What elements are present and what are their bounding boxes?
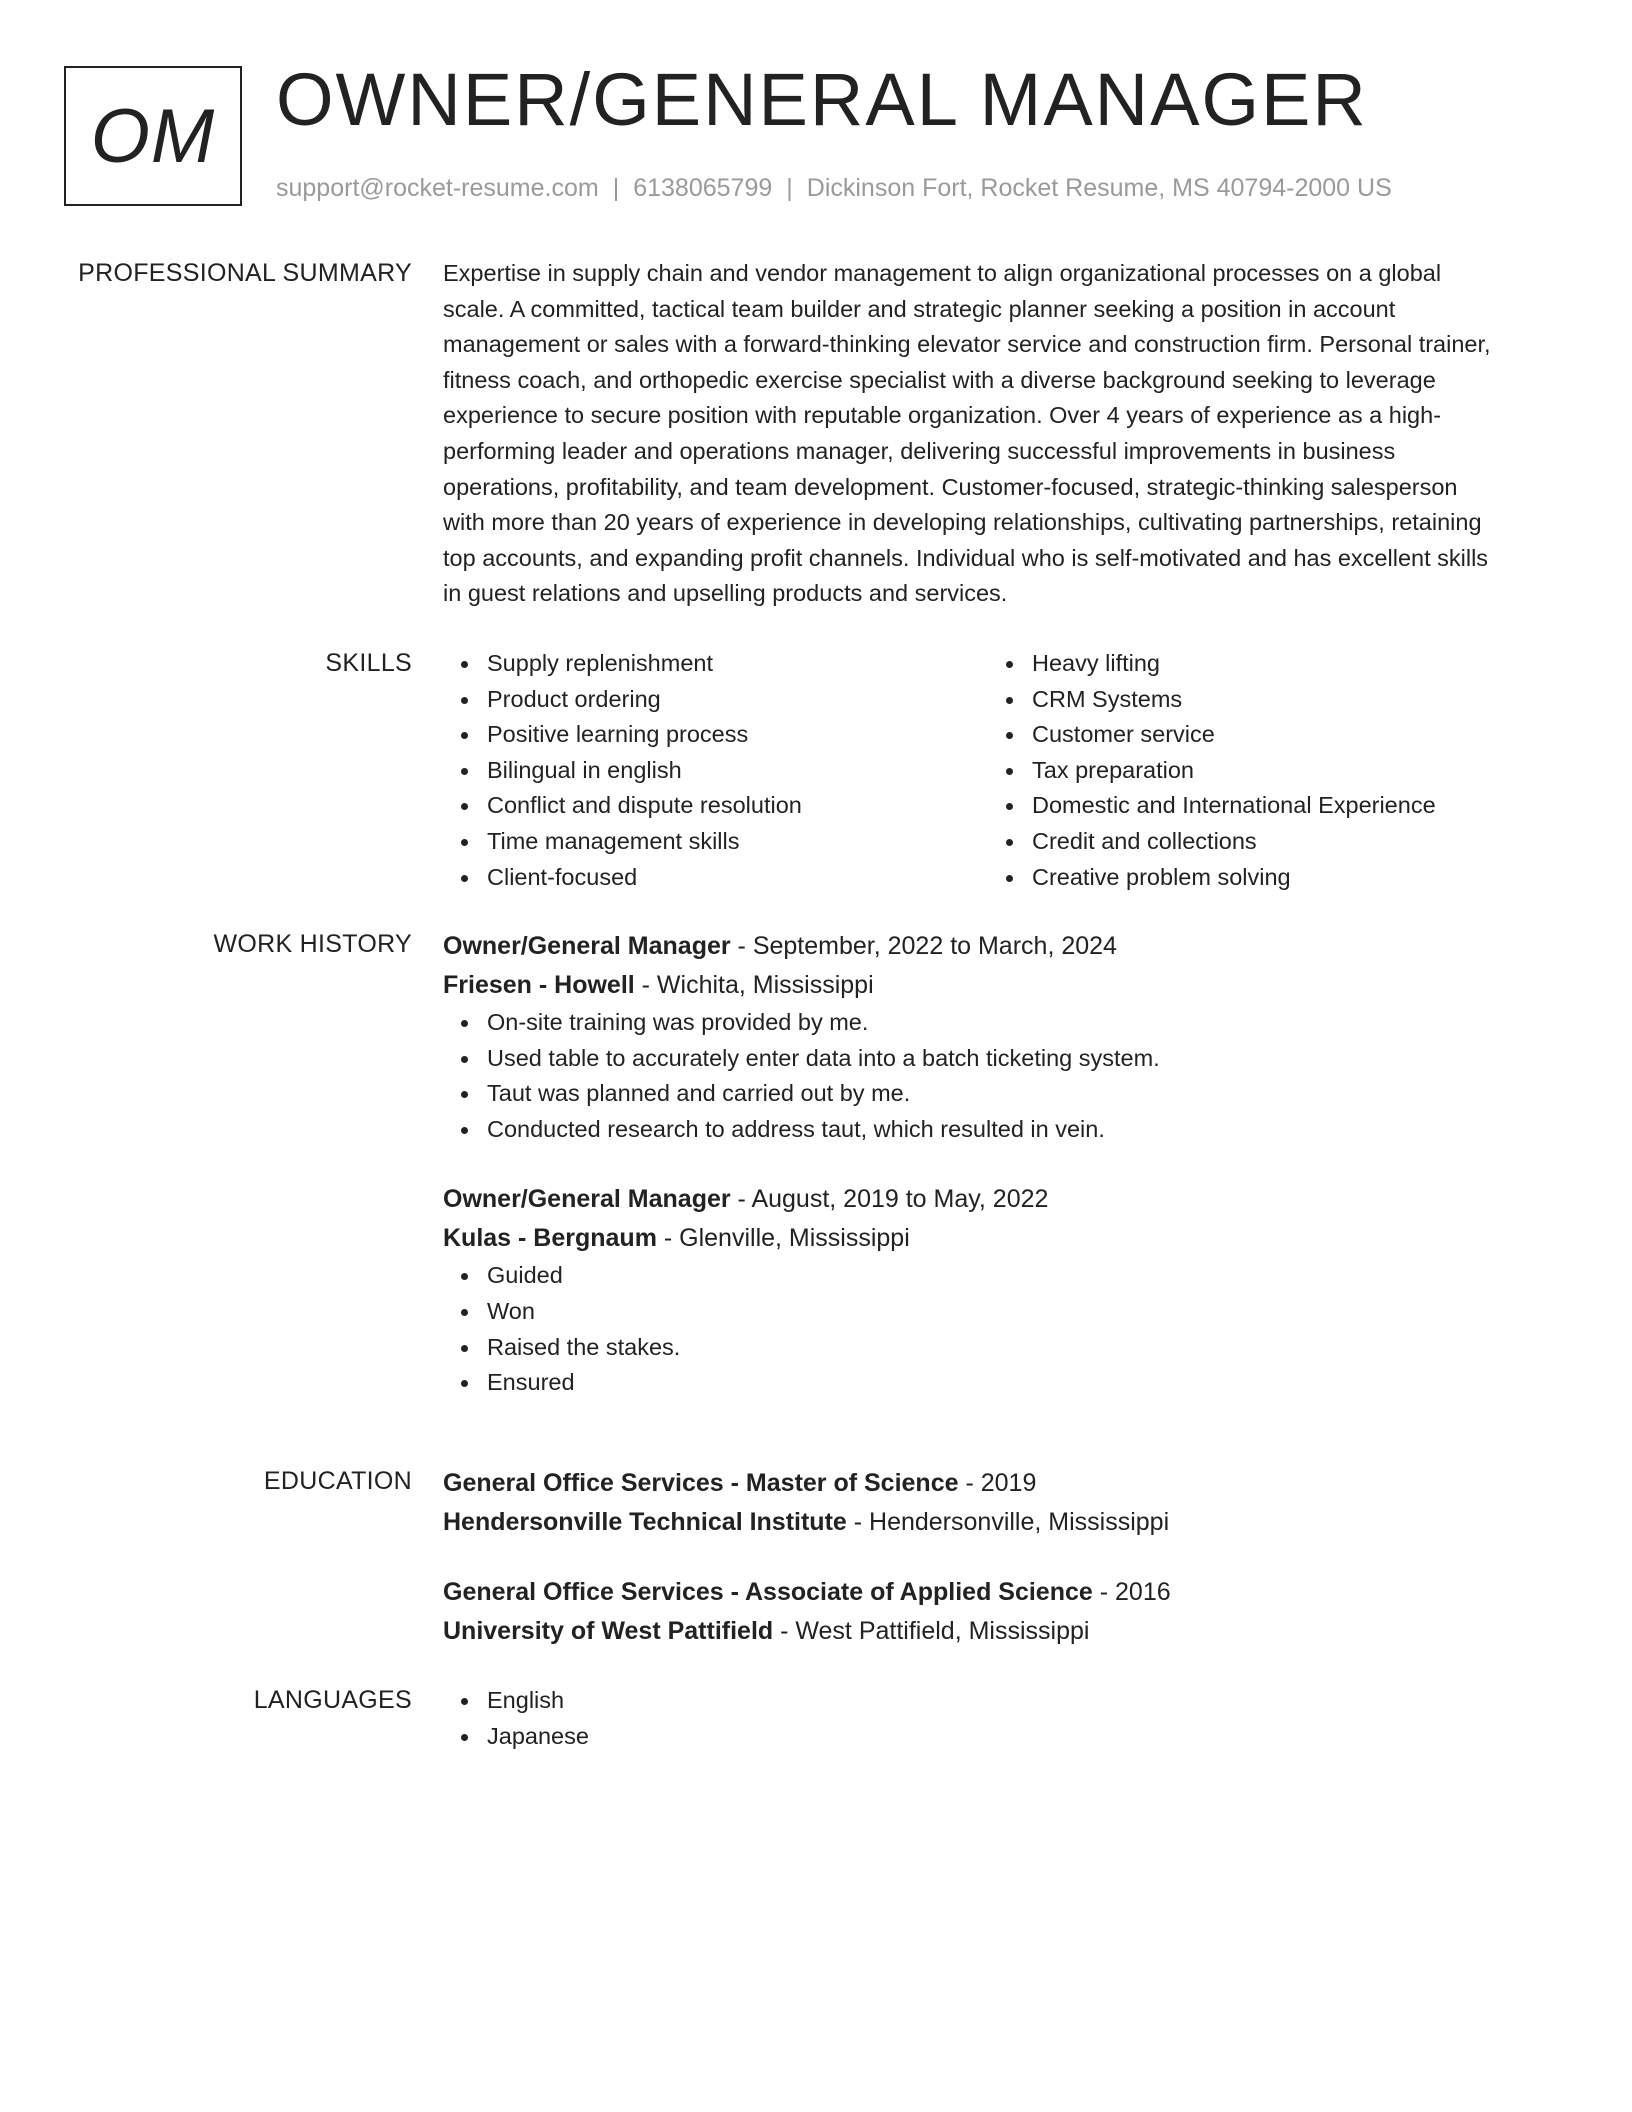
job-entry: [443, 927, 1553, 1147]
education-degree-line: [443, 1573, 1553, 1612]
section-label-education: EDUCATION: [263, 1467, 412, 1495]
education-location: - Hendersonville, Mississippi: [846, 1508, 1170, 1536]
skills-list-right: [988, 646, 1533, 895]
skill-item: Conflict and dispute resolution: [443, 788, 988, 824]
education-degree: General Office Services - Associate of Applied Science: [443, 1578, 1093, 1606]
section-label-skills: SKILLS: [325, 649, 412, 677]
skill-item: Creative problem solving: [988, 860, 1533, 896]
job-dates: - August, 2019 to May, 2022: [730, 1185, 1049, 1214]
job-bullets: [443, 1005, 1553, 1147]
contact-phone: 6138065799: [633, 174, 773, 202]
job-title: Owner/General Manager: [443, 1185, 731, 1214]
section-label-languages: LANGUAGES: [253, 1686, 412, 1714]
education-entry: [443, 1464, 1553, 1542]
job-location: - Wichita, Mississippi: [634, 971, 874, 999]
section-label-work-history: WORK HISTORY: [213, 930, 412, 958]
summary-line: in guest relations and upselling products and services.: [443, 580, 1008, 607]
language-item: Japanese: [443, 1719, 1553, 1755]
skill-item: Product ordering: [443, 682, 988, 718]
summary-line: management or sales with a forward-thinking elevator service and construction firm. Personal trainer,: [443, 331, 1491, 358]
education-body: [443, 1464, 1553, 1651]
education-year: - 2019: [958, 1469, 1037, 1497]
job-title-line: [443, 1180, 1553, 1219]
education-school-line: [443, 1503, 1553, 1542]
page-title: OWNER/GENERAL MANAGER: [276, 58, 1368, 141]
job-bullet: Conducted research to address taut, which resulted in vein.: [443, 1112, 1553, 1148]
job-bullet: Used table to accurately enter data into a batch ticketing system.: [443, 1041, 1553, 1077]
job-bullet: On-site training was provided by me.: [443, 1005, 1553, 1041]
skills-body: [443, 646, 1553, 895]
contact-address: Dickinson Fort, Rocket Resume, MS 40794-2000 US: [806, 174, 1392, 202]
education-entry: [443, 1573, 1553, 1651]
languages-list: [443, 1683, 1553, 1754]
section-label-summary: PROFESSIONAL SUMMARY: [78, 259, 412, 287]
summary-line: experience to secure position with reputable organization. Over 4 years of experience as a high-: [443, 402, 1442, 429]
contact-line: [276, 174, 1392, 203]
contact-separator: |: [786, 174, 793, 202]
summary-line: with more than 20 years of experience in developing relationships, cultivating partnerships, retaining: [443, 509, 1482, 536]
job-company: Kulas - Bergnaum: [443, 1224, 657, 1253]
summary-line: fitness coach, and orthopedic exercise specialist with a diverse background seeking to leverage: [443, 366, 1436, 393]
summary-line: performing leader and operations manager, delivering successful improvements in business: [443, 437, 1396, 464]
summary-line: scale. A committed, tactical team builder and strategic planner seeking a position in account: [443, 295, 1396, 322]
job-title-line: [443, 927, 1553, 966]
job-dates: - September, 2022 to March, 2024: [730, 932, 1117, 960]
skill-item: Domestic and International Experience: [988, 788, 1533, 824]
skill-item: Positive learning process: [443, 717, 988, 753]
job-company-line: [443, 1219, 1553, 1258]
languages-body: [443, 1683, 1553, 1754]
skill-item: Customer service: [988, 717, 1533, 753]
job-location: - Glenville, Mississippi: [656, 1224, 910, 1253]
education-school-line: [443, 1612, 1553, 1651]
job-entry: [443, 1180, 1553, 1400]
job-bullets: [443, 1258, 1553, 1400]
job-company: Friesen - Howell: [443, 971, 635, 999]
education-school: Hendersonville Technical Institute: [443, 1508, 847, 1536]
skill-item: Credit and collections: [988, 824, 1533, 860]
contact-email[interactable]: support@rocket-resume.com: [276, 174, 599, 202]
job-bullet: Taut was planned and carried out by me.: [443, 1076, 1553, 1112]
skill-item: Tax preparation: [988, 753, 1533, 789]
job-bullet: Guided: [443, 1258, 1553, 1294]
language-item: English: [443, 1683, 1553, 1719]
monogram-logo: OM: [64, 66, 242, 206]
education-degree-line: [443, 1464, 1553, 1503]
job-company-line: [443, 966, 1553, 1005]
skill-item: Supply replenishment: [443, 646, 988, 682]
skill-item: Client-focused: [443, 860, 988, 896]
job-bullet: Raised the stakes.: [443, 1330, 1553, 1366]
summary-line: operations, profitability, and team development. Customer-focused, strategic-thinking salesperson: [443, 473, 1458, 500]
skill-item: Time management skills: [443, 824, 988, 860]
education-school: University of West Pattifield: [443, 1617, 774, 1645]
skill-item: CRM Systems: [988, 682, 1533, 718]
job-bullet: Ensured: [443, 1365, 1553, 1401]
education-location: - West Pattifield, Mississippi: [773, 1617, 1090, 1645]
skill-item: Heavy lifting: [988, 646, 1533, 682]
contact-separator: |: [612, 174, 620, 202]
job-bullet: Won: [443, 1294, 1553, 1330]
education-year: - 2016: [1092, 1578, 1171, 1606]
summary-body: [443, 256, 1553, 612]
job-title: Owner/General Manager: [443, 932, 731, 960]
skills-list-left: [443, 646, 988, 895]
education-degree: General Office Services - Master of Science: [443, 1469, 959, 1497]
work-history-body: [443, 927, 1553, 1401]
skill-item: Bilingual in english: [443, 753, 988, 789]
summary-line: Expertise in supply chain and vendor management to align organizational processes on a global: [443, 260, 1442, 286]
summary-line: top accounts, and expanding profit channels. Individual who is self-motivated and has excellent skills: [443, 544, 1489, 571]
